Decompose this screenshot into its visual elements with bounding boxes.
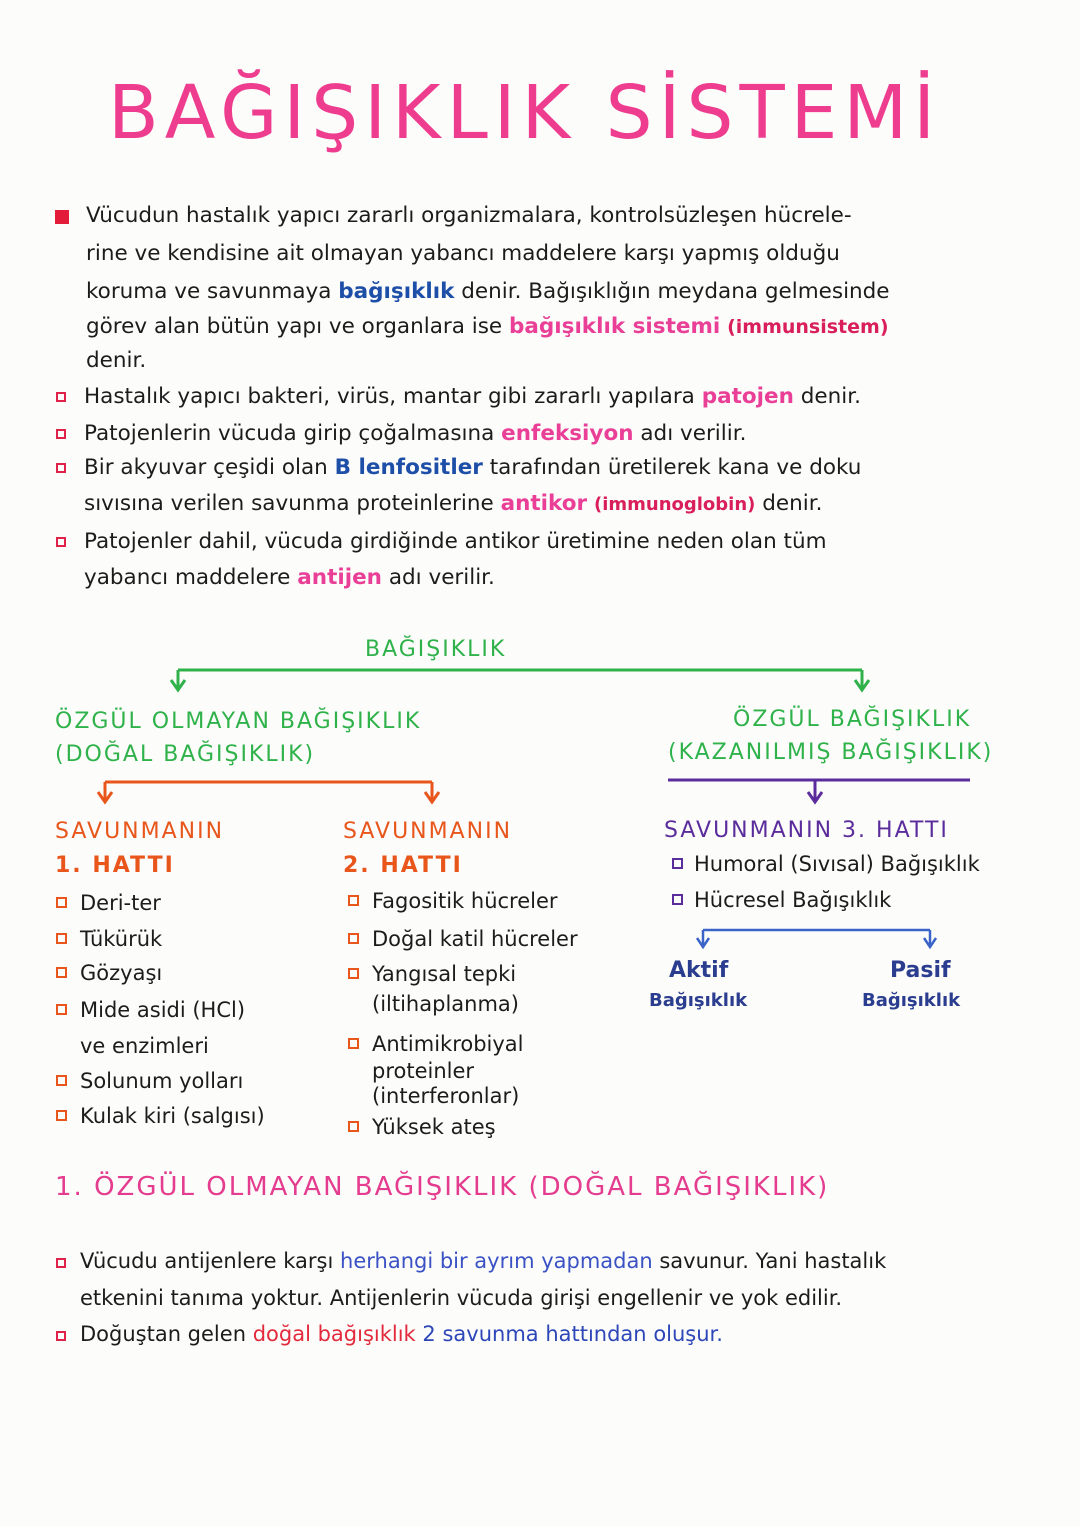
line1-item: Solunum yolları — [80, 1069, 244, 1093]
bullet-text: Patojenlerin vücuda girip çoğalmasına — [84, 421, 495, 446]
intro-line-2: rine ve kendisine ait olmayan yabancı maddelere karşı yapmış olduğu — [86, 241, 840, 266]
bullet-text: adı verilir. — [388, 565, 495, 590]
page-title: BAĞIŞIKLIK SİSTEMİ — [108, 70, 942, 156]
line1-item: ve enzimleri — [80, 1034, 209, 1058]
bullet-square-icon — [348, 933, 359, 944]
line2-heading: SAVUNMANIN — [343, 819, 513, 844]
intro-line-1: Vücudun hastalık yapıcı zararlı organizmalara, kontrolsüzleşen hücrele- — [86, 203, 852, 228]
bullet-text: denir. — [762, 491, 823, 516]
bullet-text: sıvısına verilen savunma proteinlerine — [84, 491, 494, 516]
bullet-square-icon — [348, 1038, 359, 1049]
nonspecific-subtitle: (DOĞAL BAĞIŞIKLIK) — [55, 742, 316, 767]
term-immunoglobin: (immunoglobin) — [593, 494, 756, 515]
line2-item: Antimikrobiyal — [372, 1032, 524, 1056]
intro-text: denir. Bağışıklığın meydana gelmesinde — [461, 279, 890, 304]
term-bagisiklik: bağışıklık — [338, 279, 455, 304]
term-dogal-bagisiklik: doğal bağışıklık — [252, 1322, 416, 1346]
line2-item: Fagositik hücreler — [372, 889, 558, 913]
blue-connector — [697, 930, 936, 947]
specific-subtitle: (KAZANILMIŞ BAĞIŞIKLIK) — [668, 740, 994, 765]
bullet-square-icon — [56, 967, 67, 978]
nonspecific-title: ÖZGÜL OLMAYAN BAĞIŞIKLIK — [55, 709, 422, 734]
term-b-lenfositler: B lenfositler — [334, 455, 483, 480]
intro-text: koruma ve savunmaya — [86, 279, 332, 304]
term-immunsistem: (immunsistem) — [727, 316, 889, 338]
line1-item: Gözyaşı — [80, 961, 163, 985]
specific-title: ÖZGÜL BAĞIŞIKLIK — [733, 707, 972, 732]
bullet-square-icon — [56, 1258, 66, 1268]
line1-heading: SAVUNMANIN — [55, 819, 225, 844]
section2-line3 — [80, 1324, 723, 1345]
green-connector — [171, 670, 869, 690]
line3-heading: SAVUNMANIN 3. HATTI — [664, 818, 949, 843]
line1-item: Kulak kiri (salgısı) — [80, 1104, 265, 1128]
bullet-square-icon — [56, 897, 67, 908]
line2-subheading: 2. HATTI — [343, 853, 463, 878]
bullet-square-icon — [56, 933, 67, 944]
line2-item: (interferonlar) — [372, 1084, 520, 1108]
line1-item: Tükürük — [80, 927, 163, 951]
term-patojen: patojen — [701, 384, 794, 409]
bullet-square-icon — [56, 1004, 67, 1015]
bullet-text: Hastalık yapıcı bakteri, virüs, mantar gibi zararlı yapılara — [84, 384, 695, 409]
term-enfeksiyon: enfeksiyon — [501, 421, 634, 446]
passive-immunity-label: Pasif — [890, 958, 951, 983]
bullet-square-icon — [348, 1121, 359, 1132]
intro-line-5: denir. — [86, 348, 147, 373]
active-immunity-label: Aktif — [669, 958, 729, 983]
diagram-root: BAĞIŞIKLIK — [365, 637, 507, 662]
section2-line1 — [80, 1251, 886, 1272]
term-antikor: antikor — [500, 491, 588, 516]
line2-item: Yangısal tepki — [372, 962, 517, 986]
purple-connector — [668, 780, 970, 802]
line3-item: Hücresel Bağışıklık — [694, 888, 892, 912]
bullet-square-icon — [56, 1075, 67, 1086]
bullet-square-icon — [348, 895, 359, 906]
section2-text: Vücudu antijenlere karşı — [80, 1249, 334, 1273]
line2-item: Doğal katil hücreler — [372, 927, 578, 951]
section2-line2: etkenini tanıma yoktur. Antijenlerin vücuda girişi engellenir ve yok edilir. — [80, 1286, 843, 1310]
section-heading: 1. ÖZGÜL OLMAYAN BAĞIŞIKLIK (DOĞAL BAĞIŞIKLIK) — [55, 1172, 830, 1202]
passive-immunity-sublabel: Bağışıklık — [862, 990, 961, 1011]
bullet-square-icon — [672, 894, 683, 905]
orange-connector — [98, 782, 439, 802]
line2-item: (iltihaplanma) — [372, 992, 519, 1016]
bullet-antijen-line1: Patojenler dahil, vücuda girdiğinde antikor üretimine neden olan tüm — [84, 529, 827, 554]
section2-text: oluşur. — [653, 1322, 723, 1346]
intro-text: görev alan bütün yapı ve organlara ise — [86, 314, 503, 339]
line1-subheading: 1. HATTI — [55, 853, 175, 878]
bullet-text: denir. — [800, 384, 861, 409]
section2-text: Doğuştan gelen — [80, 1322, 247, 1346]
bullet-text: tarafından üretilerek kana ve doku — [489, 455, 862, 480]
bullet-square-icon — [672, 858, 683, 869]
line1-item: Mide asidi (HCl) — [80, 998, 246, 1022]
term-bagisiklik-sistemi: bağışıklık sistemi — [508, 314, 721, 339]
line1-item: Deri-ter — [80, 891, 161, 915]
term-antijen: antijen — [297, 565, 382, 590]
line3-item: Humoral (Sıvısal) Bağışıklık — [694, 852, 980, 876]
term-savunma-hatti: 2 savunma hattından — [422, 1322, 647, 1346]
bullet-square-icon — [56, 1331, 66, 1341]
bullet-text: adı verilir. — [640, 421, 747, 446]
bullet-text: Bir akyuvar çeşidi olan — [84, 455, 328, 480]
bullet-text: yabancı maddelere — [84, 565, 291, 590]
term-ayrim-yapmadan: herhangi bir ayrım yapmadan — [340, 1249, 653, 1273]
bullet-square-icon — [348, 968, 359, 979]
section2-text: savunur. Yani hastalık — [659, 1249, 887, 1273]
bullet-square-icon — [56, 1110, 67, 1121]
line2-item: proteinler — [372, 1059, 475, 1083]
active-immunity-sublabel: Bağışıklık — [649, 990, 748, 1011]
line2-item: Yüksek ateş — [372, 1115, 496, 1139]
